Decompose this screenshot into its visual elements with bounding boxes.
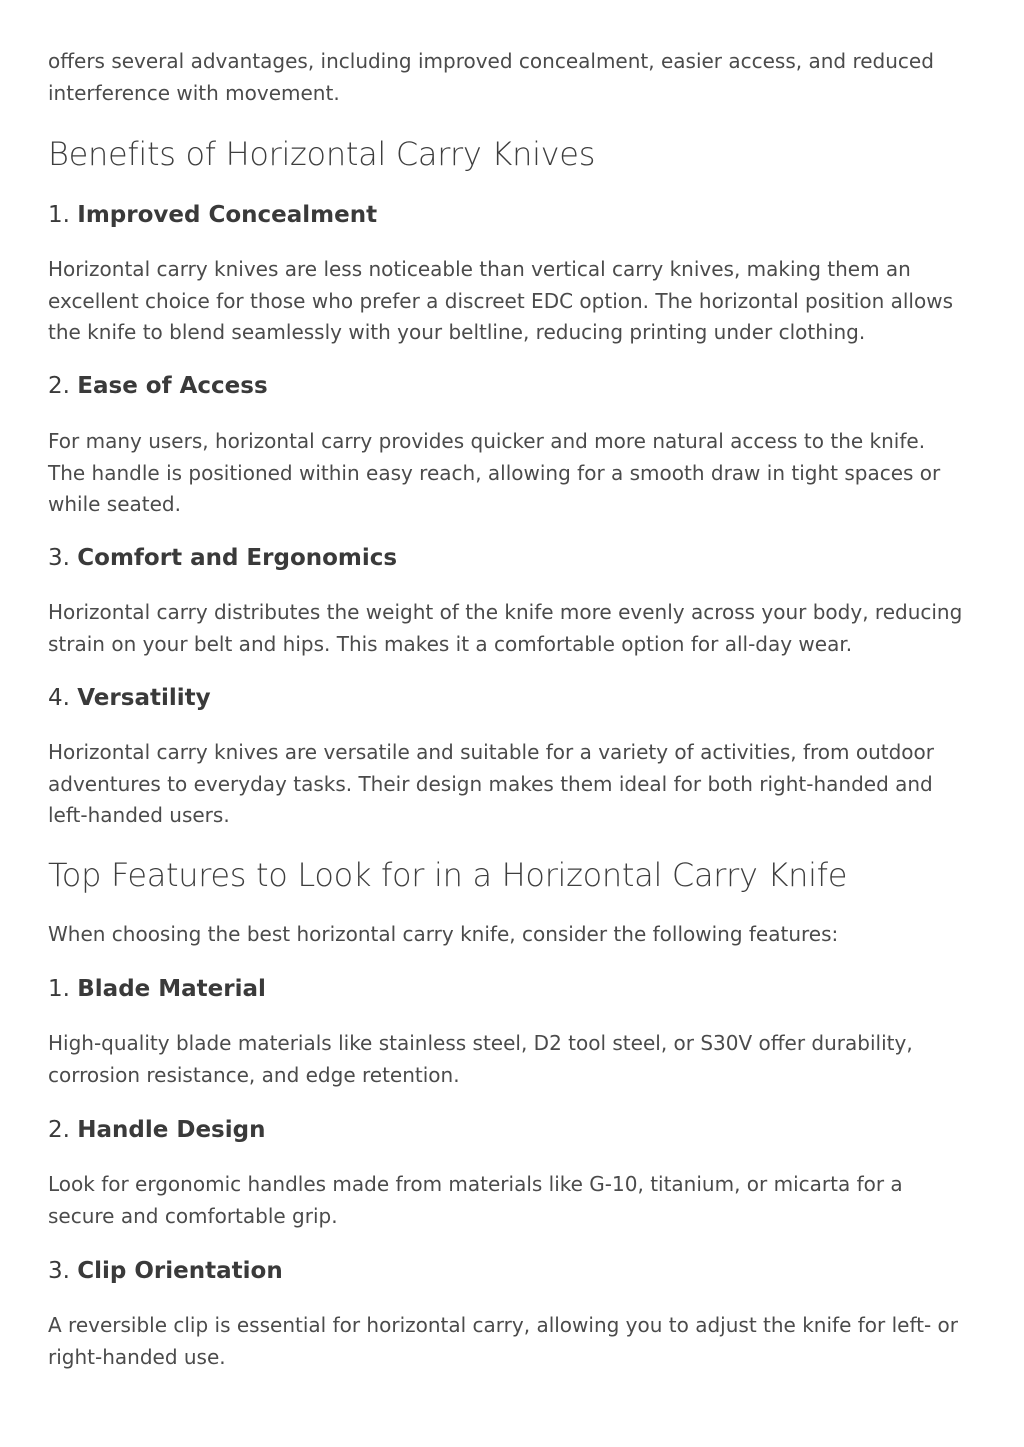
intro-paragraph: offers several advantages, including improved concealment, easier access, and reduced interference with movement.: [48, 49, 934, 105]
benefit-3-number: 3.: [48, 545, 70, 571]
feature-1-heading: [48, 974, 266, 1004]
benefit-3-text: Horizontal carry distributes the weight of the knife more evenly across your body, reducing strain on your belt and hips. This makes it a comfortable option for all-day wear.: [48, 600, 963, 656]
features-intro: When choosing the best horizontal carry knife, consider the following features:: [48, 922, 839, 946]
benefit-1-heading: [48, 200, 377, 230]
benefit-2-number: 2.: [48, 373, 70, 399]
benefit-4-heading: [48, 683, 211, 713]
benefit-4-title: Versatility: [77, 685, 211, 711]
benefit-1-number: 1.: [48, 202, 70, 228]
feature-2-number: 2.: [48, 1117, 70, 1143]
benefit-1-title: Improved Concealment: [77, 202, 378, 228]
benefit-3-heading: [48, 543, 397, 573]
feature-3-title: Clip Orientation: [77, 1258, 283, 1284]
benefit-2-title: Ease of Access: [77, 373, 268, 399]
benefit-3-title: Comfort and Ergonomics: [77, 545, 398, 571]
feature-2-heading: [48, 1115, 265, 1145]
feature-2-title: Handle Design: [77, 1117, 266, 1143]
feature-3-number: 3.: [48, 1258, 70, 1284]
benefit-4-text: Horizontal carry knives are versatile and suitable for a variety of activities, from outdoor adventures to everyday tasks. Their design makes them ideal for both right-handed and left-handed users.: [48, 740, 934, 827]
feature-1-number: 1.: [48, 976, 70, 1002]
feature-2-text: Look for ergonomic handles made from materials like G-10, titanium, or micarta for a secure and comfortable grip.: [48, 1172, 903, 1228]
benefit-4-number: 4.: [48, 685, 70, 711]
benefit-2-text: For many users, horizontal carry provides quicker and more natural access to the knife. The handle is positioned within easy reach, allowing for a smooth draw in tight spaces or while seated.: [48, 429, 941, 516]
feature-1-title: Blade Material: [77, 976, 266, 1002]
benefits-heading: Benefits of Horizontal Carry Knives: [48, 135, 596, 173]
feature-3-heading: [48, 1256, 283, 1286]
benefit-1-text: Horizontal carry knives are less noticeable than vertical carry knives, making them an excellent choice for those who prefer a discreet EDC option. The horizontal position allows the knife to blend seamlessly with your beltline, reducing printing under clothing.: [48, 257, 953, 344]
benefit-2-heading: [48, 371, 268, 401]
features-heading: Top Features to Look for in a Horizontal Carry Knife: [48, 856, 848, 894]
feature-3-text: A reversible clip is essential for horizontal carry, allowing you to adjust the knife for left- or right-handed use.: [48, 1313, 959, 1369]
feature-1-text: High-quality blade materials like stainless steel, D2 tool steel, or S30V offer durability, corrosion resistance, and edge retention.: [48, 1031, 913, 1087]
